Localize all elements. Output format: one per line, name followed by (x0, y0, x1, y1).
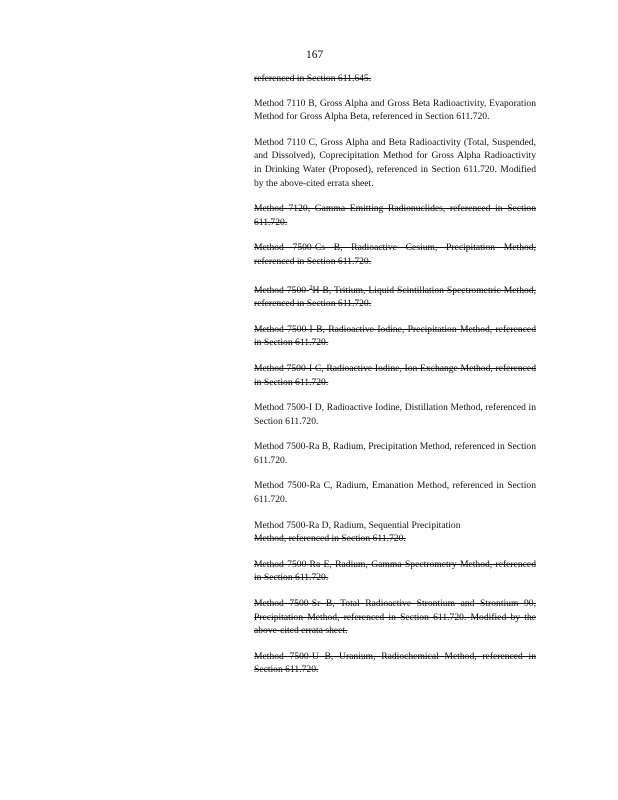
method-entry: Method 7500-I C, Radioactive Iodine, Ion Exchange Method, referenced in Section 611.720. (254, 362, 536, 388)
method-entry: Method 7500-U B, Uranium, Radiochemical Method, referenced in Section 611.720. (254, 650, 536, 676)
method-entry: Method 7500-I B, Radioactive Iodine, Precipitation Method, referenced in Section 611.720. (254, 323, 536, 349)
page-number: 167 (306, 49, 324, 61)
method-entry: Method 7500-Ra C, Radium, Emanation Method, referenced in Section 611.720. (254, 480, 536, 506)
method-entry: Method 7500-Ra D, Radium, Sequential Precipitation Method, referenced in Section 611.720. (254, 519, 461, 545)
method-entry: Method 7500-Ra E, Radium, Gamma Spectrometry Method, referenced in Section 611.720. (254, 558, 536, 584)
method-entry: Method 7110 C, Gross Alpha and Beta Radioactivity (Total, Suspended, and Dissolved), Coprecipitation Method for Gross Alpha Radioactivity in Drinking Water (Proposed), referenced in Section 611.720. Modified by the above-cited errata sheet. (254, 136, 536, 189)
superscript: 3 (309, 283, 313, 291)
method-entry: Method 7500-I D, Radioactive Iodine, Distillation Method, referenced in Section 611.720. (254, 402, 536, 427)
method-entry: Method 7110 B, Gross Alpha and Gross Beta Radioactivity, Evaporation Method for Gross Alpha Beta, referenced in Section 611.720. (254, 97, 536, 123)
method-entry: Method 7500-Ra B, Radium, Precipitation Method, referenced in Section 611.720. (254, 441, 536, 466)
method-list (254, 72, 536, 689)
method-entry: referenced in Section 611.645. (254, 73, 372, 84)
method-entry: Method 7500-Cs B, Radioactive Cesium, Precipitation Method, referenced in Section 611.720. (254, 242, 536, 267)
method-entry: Method 7120, Gamma Emitting Radionuclides, referenced in Section 611.720. (254, 203, 536, 228)
method-entry: Method 7500-$^3$H B, Tritium, Liquid Scintillation Spectrometric Method, referenced in Section 611.720. (254, 283, 536, 310)
method-entry: Method 7500-Sr B, Total Radioactive Strontium and Strontium 90, Precipitation Method, referenced in Section 611.720. Modified by the above-cited errata sheet. (254, 598, 536, 637)
